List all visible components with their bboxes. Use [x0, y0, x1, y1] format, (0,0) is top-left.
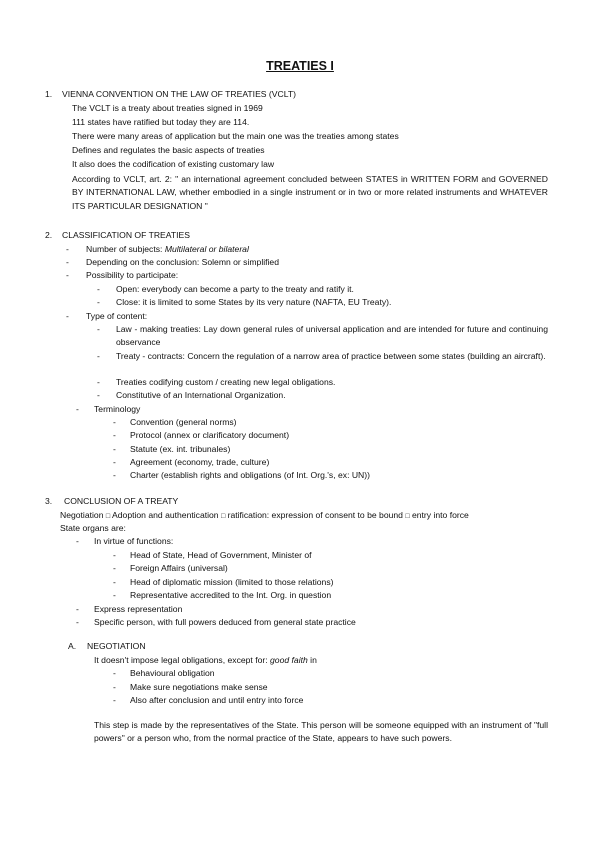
close-item: Close: it is limited to some States by its very nature (NAFTA, EU Treaty). — [116, 297, 392, 307]
content-item: Type of content: — [86, 311, 148, 321]
participate-item: Possibility to participate: — [86, 270, 179, 280]
specific-item: Specific person, with full powers deduced from general state practice — [94, 617, 356, 627]
bullet-dash: - — [66, 257, 69, 267]
flow-step: Negotiation — [60, 510, 104, 520]
bullet-dash: - — [113, 550, 116, 560]
arrow-placeholder-icon: □ — [220, 513, 226, 520]
term-item: Convention (general norms) — [130, 417, 237, 427]
flow-step: entry into force — [411, 510, 469, 520]
virtue-item: In virtue of functions: — [94, 536, 174, 546]
constitutive-item: Constitutive of an International Organization. — [116, 390, 286, 400]
bullet-dash: - — [66, 244, 69, 254]
express-item: Express representation — [94, 604, 183, 614]
bullet-dash: - — [113, 457, 116, 467]
bullet-dash: - — [97, 284, 100, 294]
section-1-heading: VIENNA CONVENTION ON THE LAW OF TREATIES (VCLT) — [62, 89, 296, 99]
section-1-number: 1. — [45, 89, 53, 99]
bullet-dash: - — [113, 668, 116, 678]
subjects-value: Multilateral or bilateral — [164, 244, 249, 254]
bullet-dash: - — [113, 682, 116, 692]
intro-text: It doesn't impose legal obligations, except for: — [94, 655, 271, 665]
bullet-dash: - — [97, 324, 100, 334]
arrow-placeholder-icon: □ — [405, 513, 410, 520]
subjects-label: Number of subjects: — [86, 244, 165, 254]
subjects-item — [86, 243, 249, 256]
section-3-heading: CONCLUSION OF A TREATY — [64, 496, 179, 506]
terminology-item: Terminology — [94, 404, 141, 414]
open-item: Open: everybody can become a party to the treaty and ratify it. — [116, 284, 354, 294]
bullet-dash: - — [113, 444, 116, 454]
function-item: Head of diplomatic mission (limited to those relations) — [130, 577, 334, 587]
section-3-number: 3. — [45, 496, 53, 506]
conclusion-item: Depending on the conclusion: Solemn or simplified — [86, 257, 279, 267]
term-item: Charter (establish rights and obligations (of Int. Org.'s, ex: UN)) — [130, 470, 370, 480]
negotiation-paragraph: This step is made by the representatives of the State. This person will be someone equipped with an instrument of "full powers" or a person who, from the normal practice of the State, appears to have such powers. — [94, 720, 548, 744]
negotiation-intro — [94, 654, 317, 667]
page-title: TREATIES I — [266, 59, 334, 73]
function-item: Foreign Affairs (universal) — [130, 563, 228, 573]
term-item: Protocol (annex or clarificatory document) — [130, 430, 290, 440]
function-item: Head of State, Head of Government, Minister of — [130, 550, 312, 560]
section-2-heading: CLASSIFICATION OF TREATIES — [62, 230, 190, 240]
subsection-a-letter: A. — [68, 641, 77, 651]
section-1-line: There were many areas of application but the main one was the treaties among states — [72, 131, 399, 141]
codifying-item: Treaties codifying custom / creating new legal obligations. — [116, 377, 336, 387]
bullet-dash: - — [66, 311, 69, 321]
bullet-dash: - — [113, 417, 116, 427]
bullet-dash: - — [113, 695, 116, 705]
bullet-dash: - — [97, 390, 100, 400]
negotiation-item: Make sure negotiations make sense — [130, 682, 268, 692]
bullet-dash: - — [113, 563, 116, 573]
bullet-dash: - — [97, 351, 100, 361]
intro-good-faith: good faith — [270, 655, 308, 665]
bullet-dash: - — [76, 536, 79, 546]
section-1-line: The VCLT is a treaty about treaties signed in 1969 — [72, 103, 263, 113]
bullet-dash: - — [113, 577, 116, 587]
term-item: Statute (ex. int. tribunales) — [130, 444, 231, 454]
negotiation-item: Also after conclusion and until entry into force — [130, 695, 304, 705]
treaty-contracts-item: Treaty - contracts: Concern the regulation of a narrow area of practice between some states (building an aircraft). — [116, 351, 546, 361]
bullet-dash: - — [76, 617, 79, 627]
arrow-placeholder-icon: □ — [105, 513, 111, 520]
section-1-line: It also does the codification of existing customary law — [72, 159, 275, 169]
bullet-dash: - — [97, 297, 100, 307]
law-making-item: Law - making treaties: Lay down general rules of universal application and are intended for future and continuing observance — [116, 324, 548, 348]
bullet-dash: - — [113, 470, 116, 480]
bullet-dash: - — [113, 590, 116, 600]
bullet-dash: - — [97, 377, 100, 387]
flow-step: Adoption and authentication — [112, 510, 219, 520]
flow-step: ratification: expression of consent to be bound — [227, 510, 403, 520]
intro-end: in — [307, 655, 317, 665]
bullet-dash: - — [66, 270, 69, 280]
section-1-line: Defines and regulates the basic aspects of treaties — [72, 145, 265, 155]
bullet-dash: - — [76, 404, 79, 414]
bullet-dash: - — [76, 604, 79, 614]
section-2-number: 2. — [45, 230, 53, 240]
bullet-dash: - — [113, 430, 116, 440]
negotiation-item: Behavioural obligation — [130, 668, 215, 678]
term-item: Agreement (economy, trade, culture) — [130, 457, 270, 467]
state-organs-line: State organs are: — [60, 523, 126, 533]
subsection-a-heading: NEGOTIATION — [87, 641, 146, 651]
section-1-line: 111 states have ratified but today they are 114. — [72, 117, 250, 127]
article-2-definition: According to VCLT, art. 2: " an international agreement concluded between STATES in WRITTEN FORM and GOVERNED BY INTERNATIONAL LAW, whether embodied in a single instrument or in two or more related instruments and WHATEVER ITS PARTICULAR DESIGNATION " — [72, 174, 548, 211]
function-item: Representative accredited to the Int. Org. in question — [130, 590, 332, 600]
